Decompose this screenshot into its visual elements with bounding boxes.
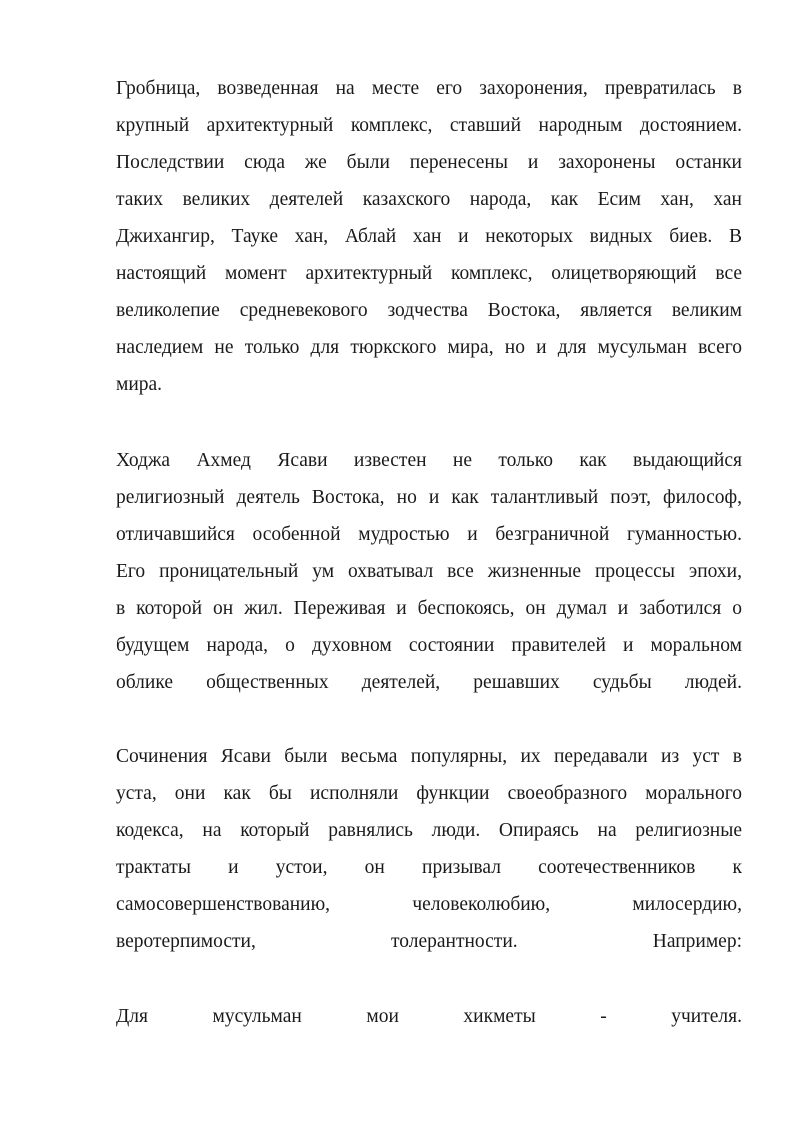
text-line: религиозный деятель Востока, но и как талантливый поэт, философ, [116,487,742,508]
text-line: настоящий момент архитектурный комплекс, олицетворяющий все [116,263,742,284]
text-line: Ходжа Ахмед Ясави известен не только как выдающийся [116,450,742,471]
paragraph-works [116,738,742,960]
text-line: Последствии сюда же были перенесены и захоронены останки [116,152,742,173]
paragraph-verse [116,998,742,1035]
text-line: Его проницательный ум охватывал все жизненные процессы эпохи, [116,561,742,582]
text-line: трактаты и устои, он призывал соотечественников к [116,857,742,878]
paragraph-yasawi [116,442,742,701]
text-line: мира. [116,374,163,395]
text-line: самосовершенствованию, человеколюбию, милосердию, [116,894,742,915]
text-line: Сочинения Ясави были весьма популярны, их передавали из уст в [116,746,742,767]
text-line: будущем народа, о духовном состоянии правителей и моральном [116,635,742,656]
paragraph-tomb [116,70,742,403]
text-line: веротерпимости, толерантности. Например: [116,931,742,952]
text-line: Джихангир, Тауке хан, Аблай хан и некоторых видных биев. В [116,226,742,247]
text-line: наследием не только для тюркского мира, но и для мусульман всего [116,337,742,358]
text-line: облике общественных деятелей, решавших судьбы людей. [116,672,742,693]
text-line: таких великих деятелей казахского народа, как Есим хан, хан [116,189,742,210]
text-line: Гробница, возведенная на месте его захоронения, превратилась в [116,78,742,99]
text-line: Для мусульман мои хикметы - учителя. [116,1006,742,1027]
text-line: великолепие средневекового зодчества Востока, является великим [116,300,742,321]
text-line: в которой он жил. Переживая и беспокоясь, он думал и заботился о [116,598,742,619]
text-line: отличавшийся особенной мудростью и безграничной гуманностью. [116,524,742,545]
text-line: крупный архитектурный комплекс, ставший народным достоянием. [116,115,742,136]
text-line: уста, они как бы исполняли функции своеобразного морального [116,783,742,804]
text-line: кодекса, на который равнялись люди. Опираясь на религиозные [116,820,742,841]
